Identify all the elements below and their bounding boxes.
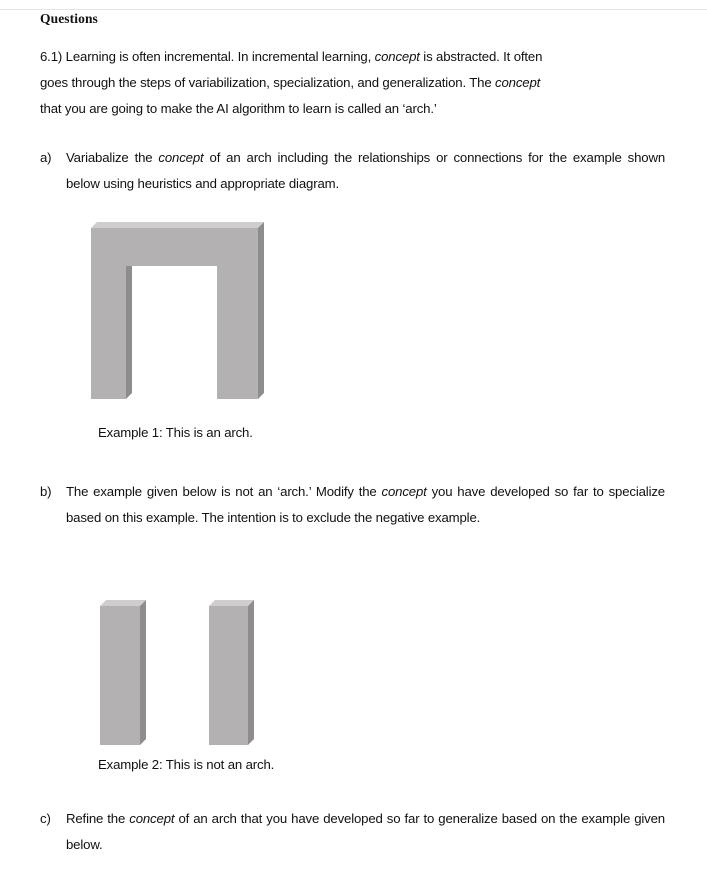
arch-right-post xyxy=(217,256,264,399)
intro-line-3: that you are going to make the AI algorithm to learn is called an ‘arch.’ xyxy=(40,101,437,116)
intro-line-1: 6.1) Learning is often incremental. In incremental learning, concept is abstracted. It often xyxy=(40,49,543,64)
question-a-marker: a) xyxy=(40,150,52,165)
page-heading: Questions xyxy=(40,11,98,26)
question-a-text: Variabalize the concept of an arch including the relationships or connections for the example shown below using heuristics and appropriate diagram. xyxy=(66,150,666,191)
question-a xyxy=(40,145,665,197)
post-left xyxy=(100,600,146,745)
question-c xyxy=(40,806,665,858)
arch-left-post xyxy=(91,256,132,399)
intro-paragraph xyxy=(40,44,665,122)
question-b-marker: b) xyxy=(40,484,52,499)
question-b-text: The example given below is not an ‘arch.’ Modify the concept you have developed so far to specialize based on this example. The intention is to exclude the negative example. xyxy=(66,484,665,525)
intro-line-2: goes through the steps of variabilization, specialization, and generalization. The concept xyxy=(40,75,541,90)
top-divider xyxy=(0,9,707,10)
post-right xyxy=(209,600,254,745)
example-1-caption: Example 1: This is an arch. xyxy=(98,425,253,440)
example-2-caption: Example 2: This is not an arch. xyxy=(98,757,275,772)
question-c-marker: c) xyxy=(40,811,51,826)
question-b xyxy=(40,479,665,531)
question-c-text: Refine the concept of an arch that you have developed so far to generalize based on the example given below. xyxy=(66,811,665,852)
arch-lintel xyxy=(91,222,264,266)
